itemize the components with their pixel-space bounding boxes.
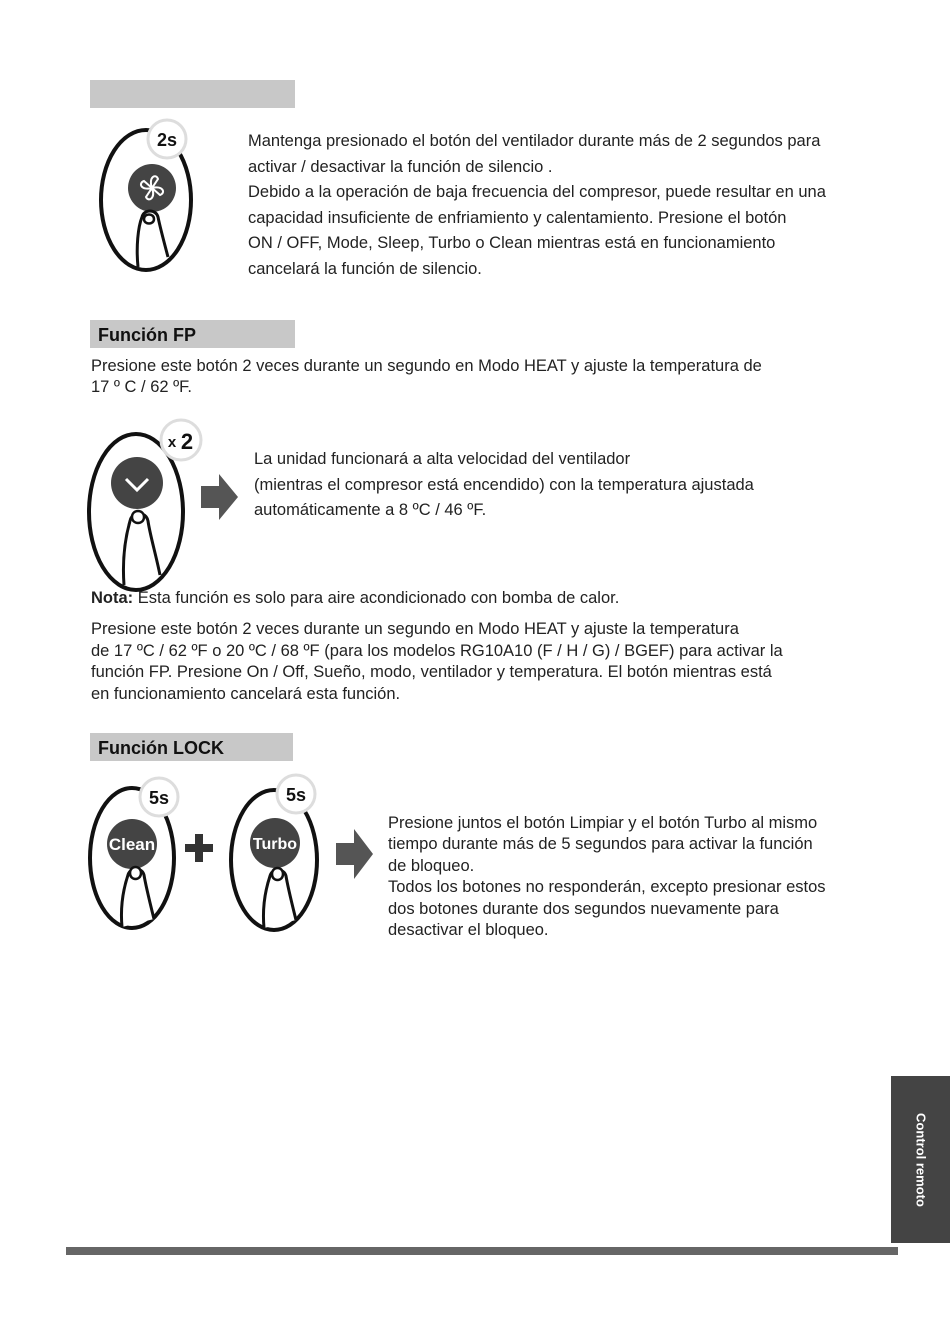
fp-remote-illustration <box>86 417 206 602</box>
silence-line: activar / desactivar la función de silencio . <box>248 157 553 176</box>
fp-intro-line: 17 º C / 62 ºF. <box>91 378 193 396</box>
fp-result-line: (mientras el compresor está encendido) con la temperatura ajustada <box>254 475 754 494</box>
fp-paragraph-line: Presione este botón 2 veces durante un segundo en Modo HEAT y ajuste la temperatura <box>91 620 739 638</box>
right-arrow-icon <box>336 827 374 881</box>
turbo-button-label: Turbo <box>252 836 298 853</box>
fp-result-line: La unidad funcionará a alta velocidad del ventilador <box>254 450 631 468</box>
fp-intro-line: Presione este botón 2 veces durante un segundo en Modo HEAT y ajuste la temperatura de <box>91 357 762 375</box>
turbo-badge: 5s <box>285 785 307 805</box>
section-header-fp-label: Función FP <box>98 325 196 345</box>
fp-paragraph <box>91 619 783 705</box>
silence-description <box>248 129 826 283</box>
section-header-lock-label: Función LOCK <box>98 738 224 758</box>
fp-note <box>91 587 619 609</box>
fp-intro <box>91 356 762 398</box>
fp-button <box>111 457 163 509</box>
fp-badge-x: x <box>167 434 177 451</box>
fp-note-label: Nota: <box>91 589 134 607</box>
section-header-silence <box>90 80 295 108</box>
silence-badge: 2s <box>156 130 178 150</box>
clean-button-label: Clean <box>108 835 156 854</box>
lock-line: tiempo durante más de 5 segundos para activar la función <box>388 835 813 854</box>
footer-rule <box>66 1247 898 1255</box>
fp-result <box>254 447 754 524</box>
lock-description <box>388 813 826 941</box>
silence-line: ON / OFF, Mode, Sleep, Turbo o Clean mientras está en funcionamiento <box>248 234 776 253</box>
side-tab <box>891 1076 950 1243</box>
fp-paragraph-line: de 17 ºC / 62 ºF o 20 ºC / 68 ºF (para los modelos RG10A10 (F / H / G) / BGEF) para activar la <box>91 641 783 660</box>
right-arrow-icon <box>201 472 239 522</box>
clean-badge: 5s <box>148 788 170 808</box>
lock-line: desactivar el bloqueo. <box>388 921 549 940</box>
plus-icon <box>184 833 214 863</box>
fp-note-text: Esta función es solo para aire acondicionado con bomba de calor. <box>133 589 620 607</box>
fp-result-line: automáticamente a 8 ºC / 46 ºF. <box>254 501 487 520</box>
silence-line: Mantenga presionado el botón del ventilador durante más de 2 segundos para <box>248 132 821 150</box>
section-header-lock <box>90 733 293 761</box>
turbo-button-illustration <box>228 772 323 937</box>
silence-line: Debido a la operación de baja frecuencia del compresor, puede resultar en una <box>248 183 826 202</box>
fp-badge-count: 2 <box>180 429 194 454</box>
silence-remote-illustration <box>98 117 198 277</box>
side-tab-label: Control remoto <box>913 1112 928 1207</box>
lock-line: Todos los botones no responderán, excepto presionar estos <box>388 878 826 897</box>
fp-paragraph-line: función FP. Presione On / Off, Sueño, modo, ventilador y temperatura. El botón mientras está <box>91 663 772 681</box>
fp-paragraph-line: en funcionamiento cancelará esta función. <box>91 684 401 703</box>
lock-line: de bloqueo. <box>388 856 475 875</box>
section-header-fp <box>90 320 295 348</box>
clean-button-illustration <box>86 775 191 935</box>
silence-line: capacidad insuficiente de enfriamiento y calentamiento. Presione el botón <box>248 208 787 227</box>
lock-line: dos botones durante dos segundos nuevamente para <box>388 899 779 918</box>
lock-line: Presione juntos el botón Limpiar y el botón Turbo al mismo <box>388 814 818 832</box>
silence-line: cancelará la función de silencio. <box>248 259 482 278</box>
